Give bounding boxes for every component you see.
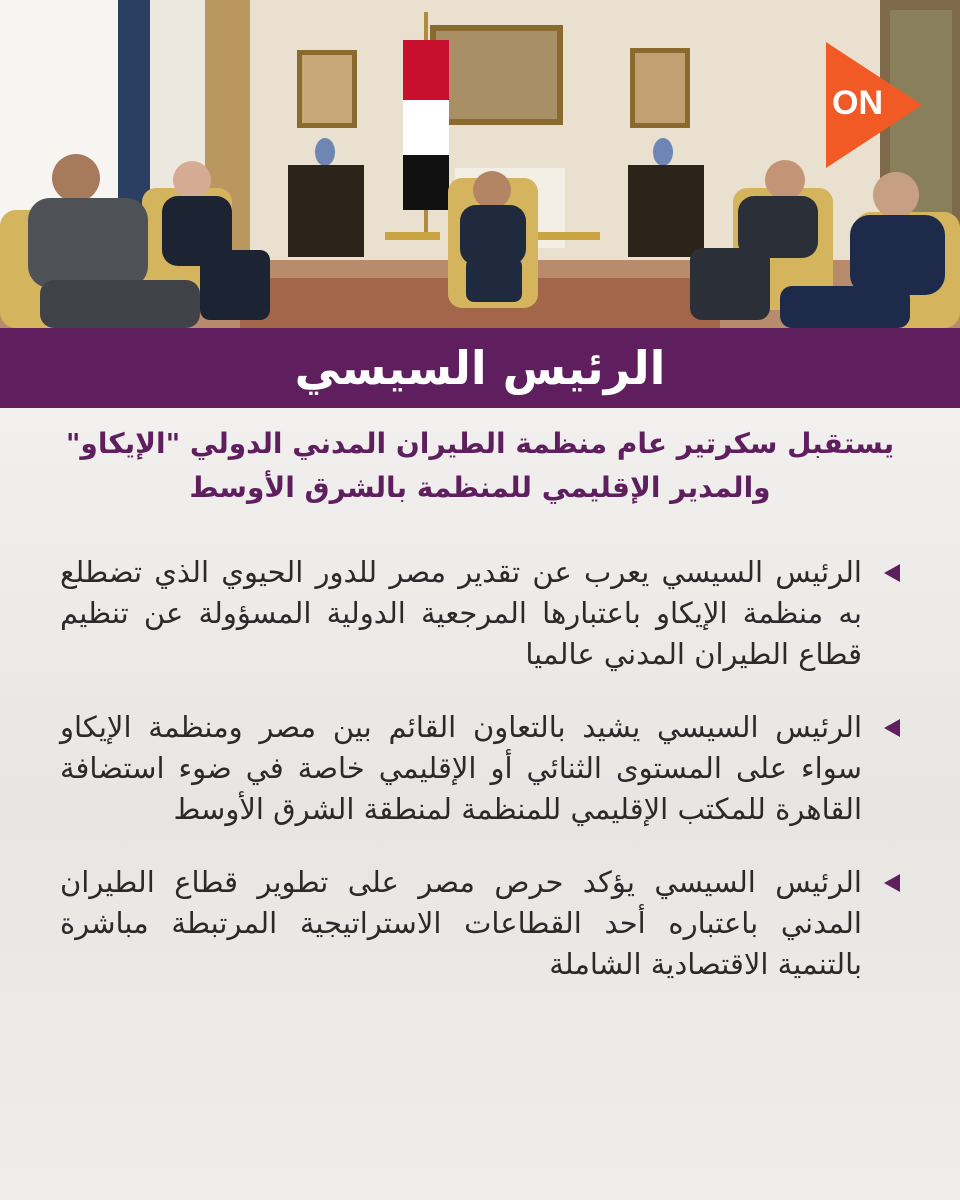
triangle-bullet-icon: [884, 874, 900, 892]
bullet-text: الرئيس السيسي يؤكد حرص مصر على تطوير قطاع الطيران المدني باعتباره أحد القطاعات الاستراتيجية المرتبطة مباشرة بالتنمية الاقتصادية الشاملة: [60, 865, 862, 981]
subtitle: [60, 422, 900, 510]
on-logo: [826, 42, 922, 168]
bullet-item: [60, 707, 900, 830]
bullet-list: [60, 552, 900, 1017]
triangle-bullet-icon: [884, 564, 900, 582]
bullet-text: الرئيس السيسي يعرب عن تقدير مصر للدور الحيوي الذي تضطلع به منظمة الإيكاو باعتبارها المرجعية الدولية المسؤولة عن تنظيم قطاع الطيران المدني عالميا: [60, 555, 862, 671]
bullet-item: [60, 552, 900, 675]
bullet-text: الرئيس السيسي يشيد بالتعاون القائم بين مصر ومنظمة الإيكاو سواء على المستوى الثنائي أو الإقليمي خاصة في ضوء استضافة القاهرة للمكتب الإقليمي للمنظمة لمنطقة الشرق الأوسط: [60, 710, 862, 826]
bullet-item: [60, 862, 900, 985]
triangle-bullet-icon: [884, 719, 900, 737]
page-title: الرئيس السيسي: [294, 341, 666, 395]
logo-text: ON: [832, 84, 883, 122]
meeting-room-illustration: [0, 0, 960, 328]
subtitle-line-1: يستقبل سكرتير عام منظمة الطيران المدني الدولي "الإيكاو": [65, 427, 895, 460]
meeting-photo: [0, 0, 960, 328]
subtitle-line-2: والمدير الإقليمي للمنظمة بالشرق الأوسط: [189, 471, 771, 504]
title-banner: [0, 328, 960, 408]
